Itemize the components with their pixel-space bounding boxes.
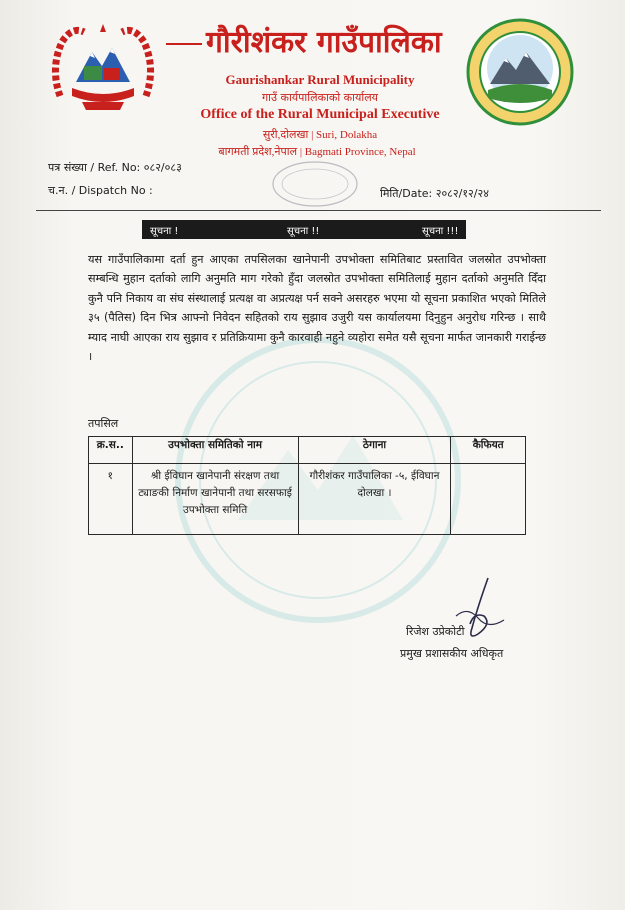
notice-heading-left: सूचना ! bbox=[150, 226, 179, 237]
address-line-2: बागमती प्रदेश,नेपाल | Bagmati Province, Nepal bbox=[218, 146, 416, 158]
signatory-title: प्रमुख प्रशासकीय अधिकृत bbox=[400, 647, 504, 660]
title-dash bbox=[166, 43, 202, 45]
header-remarks: कैफियत bbox=[451, 437, 526, 464]
details-table bbox=[88, 436, 526, 535]
municipality-name-english: Gaurishankar Rural Municipality bbox=[225, 72, 415, 87]
notice-heading-right: सूचना !!! bbox=[422, 226, 459, 237]
address-line-1: सुरी,दोलखा | Suri, Dolakha bbox=[262, 129, 378, 141]
notice-body-text: यस गाउँपालिकामा दर्ता हुन आएका तपसिलका खानेपानी उपभोक्ता समितिबाट प्रस्तावित जलस्रोत उपभोक्ता सम्बन्धि मुहान दर्ताको लागि अनुमति माग गरेको हुँदा जलस्रोत उपभोक्ता समितिलाई मुहान दर्ताको अनुमति दिँदा कुनै पनि निकाय वा संघ संस्थालाई प्रत्यक्ष वा अप्रत्यक्ष पर्न सक्ने असरहरु भएमा यो सूचना प्रकाशित भएको मितिले ३५ (पैतिस) दिन भित्र आफ्नो निवेदन सहितको राय सुझाव उजुरी यस कार्यालयमा दिनुहुन अनुरोध गरिन्छ । साथै म्याद नाघी आएका राय सुझाव र प्रतिक्रियामा कुनै कारवाही नहुने व्यहोरा समेत यसै सूचना मार्फत जानकारी गराईन्छ । bbox=[88, 253, 546, 364]
dispatch-number: च.न. / Dispatch No : bbox=[48, 184, 153, 197]
office-stamp-icon bbox=[270, 160, 360, 208]
table-header-row bbox=[89, 437, 526, 464]
reference-number: पत्र संख्या / Ref. No: ०८२/०८३ bbox=[48, 161, 182, 174]
cell-committee-name: श्री ईविघान खानेपानी संरक्षण तथा ट्याङकी निर्माण खानेपानी तथा सरसफाई उपभोक्ता समिति bbox=[132, 464, 298, 535]
office-name-english: Office of the Rural Municipal Executive bbox=[200, 107, 440, 122]
header-divider bbox=[36, 210, 601, 211]
cell-remarks bbox=[451, 464, 526, 535]
title-nepali-text: गौरीशंकर गाउँपालिका bbox=[206, 25, 442, 60]
details-label: तपसिल bbox=[88, 417, 119, 430]
table-row bbox=[89, 464, 526, 535]
notice-heading-center: सूचना !! bbox=[287, 226, 320, 237]
letter-date: मिति/Date: २०८२/१२/२४ bbox=[380, 187, 489, 200]
office-name-nepali: गाउँ कार्यपालिकाको कार्यालय bbox=[261, 91, 379, 104]
nepal-emblem-icon bbox=[42, 18, 164, 120]
header-serial: क्र.स.. bbox=[89, 437, 133, 464]
municipality-title-nepali bbox=[166, 20, 466, 61]
signatory-name: रिजेश उप्रेकोटी bbox=[406, 625, 465, 638]
header-address: ठेगाना bbox=[298, 437, 451, 464]
municipality-logo-icon bbox=[466, 18, 574, 126]
cell-serial: १ bbox=[89, 464, 133, 535]
cell-address: गौरीशंकर गाउँपालिका -५, ईविघान दोलखा । bbox=[298, 464, 451, 535]
header-committee-name: उपभोक्ता समितिको नाम bbox=[132, 437, 298, 464]
